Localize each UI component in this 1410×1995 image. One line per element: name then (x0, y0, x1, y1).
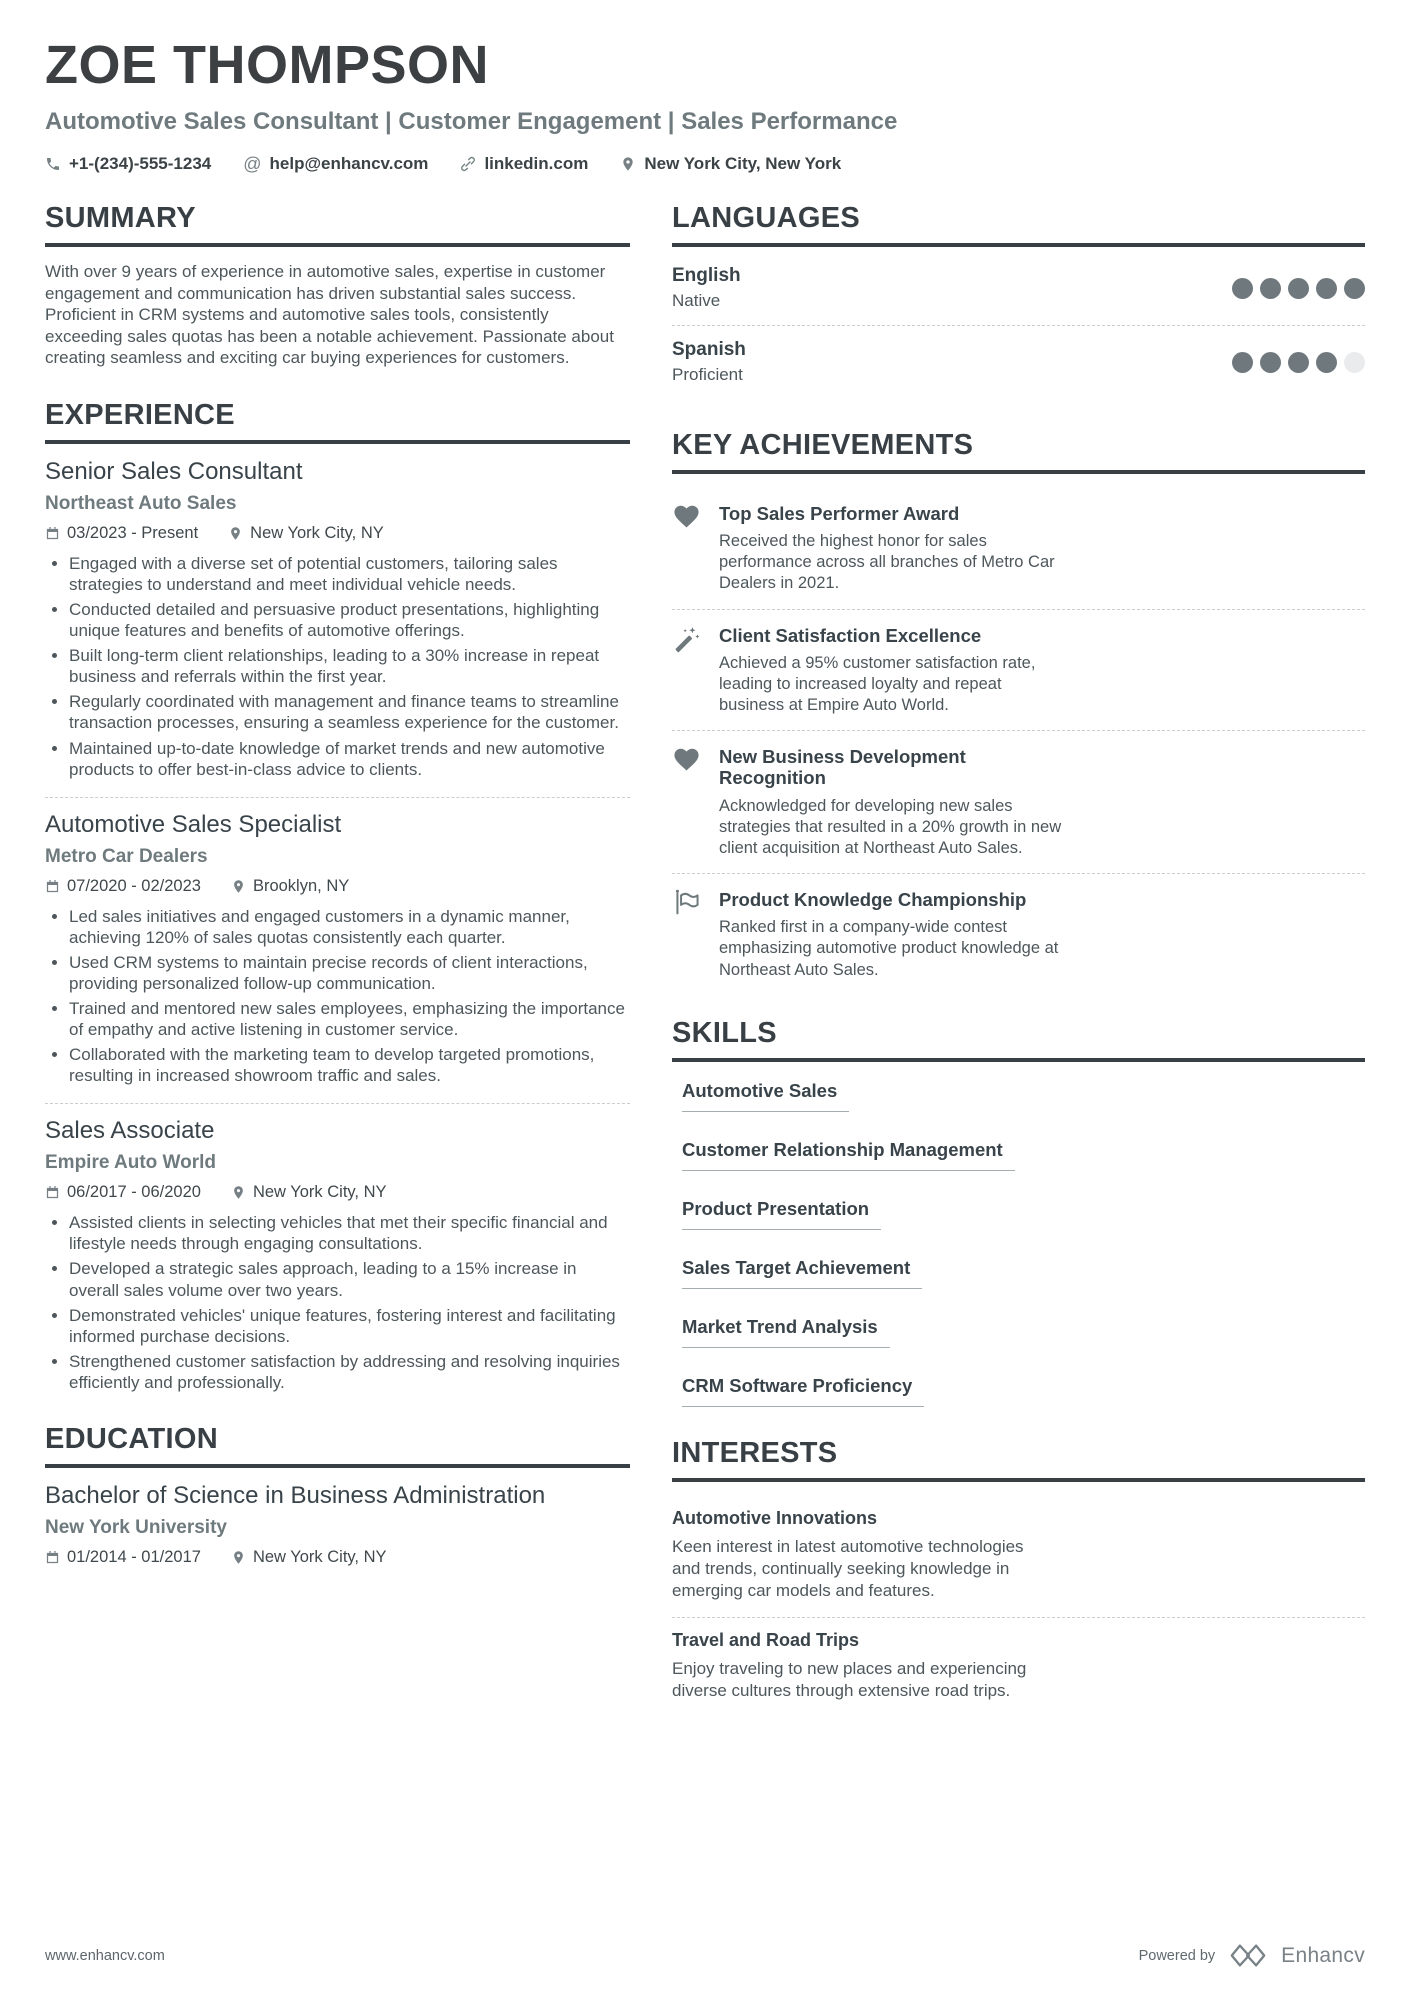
language-name: Spanish (672, 339, 746, 360)
enhancv-brand-text: Enhancv (1281, 1943, 1365, 1967)
skills-list (672, 1076, 1365, 1407)
contact-email[interactable] (243, 154, 428, 174)
language-info (672, 339, 746, 385)
job-bullet: • Collaborated with the marketing team to develop targeted promotions, resulting in increased showroom traffic and sales. (69, 1044, 630, 1086)
location-pin-icon (231, 1185, 246, 1200)
interest-text: Keen interest in latest automotive technologies and trends, continually seeking knowledge in emerging car models and features. (672, 1536, 1024, 1600)
language-row (672, 325, 1365, 399)
job-bullet: • Used CRM systems to maintain precise records of client interactions, providing personalized follow-up communication. (69, 952, 630, 994)
language-level-dots (1232, 352, 1365, 373)
languages-list (672, 261, 1365, 399)
location-pin-icon (231, 879, 246, 894)
interest-item (672, 1496, 1365, 1618)
experience-entry (45, 458, 630, 798)
candidate-name: ZOE THOMPSON (45, 35, 490, 95)
interest-title: Travel and Road Trips (672, 1629, 860, 1650)
language-level-dot (1344, 278, 1365, 299)
interests-section (672, 1437, 1365, 1717)
right-column (672, 202, 1365, 1747)
achievements-heading: KEY ACHIEVEMENTS (672, 429, 1365, 474)
experience-list (45, 458, 630, 1393)
job-bullet: • Led sales initiatives and engaged customers in a dynamic manner, achieving 120% of sales quotas consistently each quarter. (69, 906, 630, 948)
footer-website[interactable]: www.enhancv.com (45, 1947, 165, 1964)
contact-email-value: help@enhancv.com (269, 154, 429, 173)
job-company: Metro Car Dealers (45, 845, 208, 867)
job-bullet: • Maintained up-to-date knowledge of market trends and new automotive products to offer best-in-class advice to clients. (69, 738, 630, 780)
interest-title: Automotive Innovations (672, 1507, 878, 1528)
summary-heading: SUMMARY (45, 202, 630, 247)
achievement-item (672, 874, 1365, 987)
language-level-dot (1288, 352, 1309, 373)
achievements-list (672, 488, 1365, 987)
job-bullets-list (45, 1212, 630, 1393)
location-pin-icon (620, 156, 636, 172)
achievement-text: Received the highest honor for sales performance across all branches of Metro Car Dealers in 2021. (719, 532, 1055, 593)
skills-heading: SKILLS (672, 1017, 1365, 1062)
enhancv-logo-icon (1227, 1942, 1269, 1969)
candidate-title: Automotive Sales Consultant | Customer Engagement | Sales Performance (45, 108, 898, 135)
job-dates-value: 03/2023 - Present (67, 523, 199, 542)
language-level: Proficient (672, 365, 743, 384)
location-pin-icon (231, 1550, 246, 1565)
job-meta (45, 1183, 630, 1202)
achievement-title: Top Sales Performer Award (719, 503, 960, 524)
interests-heading: INTERESTS (672, 1437, 1365, 1482)
job-bullet: • Assisted clients in selecting vehicles that met their specific financial and lifestyle needs through engaging consultations. (69, 1212, 630, 1254)
achievement-body (719, 888, 1064, 981)
calendar-icon (45, 1550, 60, 1565)
language-level-dot (1316, 352, 1337, 373)
skill-item: Market Trend Analysis (682, 1316, 890, 1348)
job-bullet: • Built long-term client relationships, leading to a 30% increase in repeat business and referrals within the first year. (69, 645, 630, 687)
powered-by (1139, 1942, 1365, 1969)
link-icon (460, 156, 476, 172)
achievement-title: Client Satisfaction Excellence (719, 624, 982, 646)
achievement-text: Achieved a 95% customer satisfaction rate, leading to increased loyalty and repeat business at Empire Auto World. (719, 653, 1036, 715)
education-entry (45, 1482, 630, 1567)
job-bullet: • Conducted detailed and persuasive product presentations, highlighting unique features and benefits of automotive offerings. (69, 599, 630, 641)
at-icon: @ (243, 154, 262, 174)
languages-section (672, 202, 1365, 399)
job-dates-value: 07/2020 - 02/2023 (67, 876, 201, 895)
language-level-dot (1260, 278, 1281, 299)
contact-link-value: linkedin.com (484, 154, 589, 173)
contact-phone[interactable] (45, 154, 211, 174)
job-dates-value: 06/2017 - 06/2020 (67, 1183, 201, 1202)
job-bullets-list (45, 553, 630, 780)
job-location (231, 1183, 387, 1202)
job-meta (45, 877, 630, 896)
calendar-icon (45, 526, 60, 541)
languages-heading: LANGUAGES (672, 202, 1365, 247)
achievement-text: Ranked first in a company-wide contest emphasizing automotive product knowledge at Northeast Auto Sales. (719, 918, 1059, 979)
education-meta (45, 1548, 630, 1567)
calendar-icon (45, 879, 60, 894)
achievement-body (719, 745, 1064, 859)
contact-location (620, 154, 841, 174)
skill-item: Sales Target Achievement (682, 1257, 922, 1289)
calendar-icon (45, 1185, 60, 1200)
education-dates-value: 01/2014 - 01/2017 (67, 1547, 201, 1566)
job-bullet: • Trained and mentored new sales employees, emphasizing the importance of empathy and active listening in customer service. (69, 998, 630, 1040)
skill-item: Customer Relationship Management (682, 1139, 1015, 1171)
job-meta (45, 524, 630, 543)
job-location (231, 877, 349, 896)
language-info (672, 265, 741, 311)
skill-item: Automotive Sales (682, 1080, 849, 1112)
phone-icon (45, 156, 61, 172)
skills-section (672, 1017, 1365, 1407)
heart-icon (672, 745, 702, 859)
contact-row (45, 154, 1365, 174)
language-level: Native (672, 291, 721, 310)
resume-body (45, 202, 1365, 1747)
education-degree: Bachelor of Science in Business Administration (45, 1481, 546, 1509)
language-name: English (672, 265, 741, 286)
experience-entry (45, 1117, 630, 1393)
language-level-dot (1316, 278, 1337, 299)
experience-entry (45, 811, 630, 1105)
page-footer (45, 1942, 1365, 1969)
experience-section (45, 399, 630, 1393)
job-bullet: • Regularly coordinated with management and finance teams to streamline transaction processes, ensuring a seamless experience for the customer. (69, 691, 630, 733)
job-location-value: New York City, NY (252, 1183, 387, 1202)
powered-by-label: Powered by (1138, 1947, 1216, 1964)
achievement-body (719, 502, 1064, 595)
wand-icon (672, 624, 702, 717)
interest-item (672, 1618, 1365, 1717)
job-location-value: Brooklyn, NY (252, 876, 350, 895)
education-section (45, 1423, 630, 1567)
job-bullet: • Strengthened customer satisfaction by addressing and resolving inquiries efficiently and professionally. (69, 1351, 630, 1393)
job-dates (45, 1183, 201, 1202)
skill-item: CRM Software Proficiency (682, 1375, 924, 1407)
achievement-item (672, 731, 1365, 874)
education-location-value: New York City, NY (252, 1547, 387, 1566)
heart-icon (672, 502, 702, 595)
job-title: Senior Sales Consultant (45, 457, 303, 485)
achievement-item (672, 610, 1365, 732)
achievement-item (672, 488, 1365, 610)
job-title: Automotive Sales Specialist (45, 810, 342, 838)
language-row (672, 261, 1365, 325)
interest-text: Enjoy traveling to new places and experiencing diverse cultures through extensive road trips. (672, 1658, 1027, 1701)
achievements-section (672, 429, 1365, 987)
resume-header (45, 34, 1365, 174)
job-bullet: • Engaged with a diverse set of potential customers, tailoring sales strategies to understand and meet individual vehicle needs. (69, 553, 630, 595)
language-level-dot (1344, 352, 1365, 373)
job-dates (45, 524, 198, 543)
language-level-dot (1260, 352, 1281, 373)
job-location (228, 524, 384, 543)
contact-phone-value: +1-(234)-555-1234 (69, 154, 212, 173)
education-dates (45, 1548, 201, 1567)
job-location-value: New York City, NY (250, 523, 384, 542)
job-dates (45, 877, 201, 896)
job-company: Empire Auto World (45, 1152, 216, 1174)
job-company: Northeast Auto Sales (45, 492, 237, 514)
achievement-text: Acknowledged for developing new sales strategies that resulted in a 20% growth in new client acquisition at Northeast Auto Sales. (719, 796, 1062, 857)
summary-text: With over 9 years of experience in automotive sales, expertise in customer engagement and communication has driven substantial sales success. Proficient in CRM systems and automotive sales tools, consistently exceeding sales quotas has been a notable achievement. Passionate about creating seamless and exciting car buying experiences for customers. (45, 262, 614, 368)
job-bullet: • Demonstrated vehicles' unique features, fostering interest and facilitating informed purchase decisions. (69, 1305, 630, 1347)
education-school: New York University (45, 1516, 227, 1538)
education-location (231, 1548, 387, 1567)
achievement-body (719, 624, 1064, 717)
location-pin-icon (228, 526, 243, 541)
language-level-dot (1232, 352, 1253, 373)
achievement-title: Product Knowledge Championship (719, 889, 1027, 911)
skill-item: Product Presentation (682, 1198, 881, 1230)
contact-location-value: New York City, New York (644, 154, 842, 173)
job-bullets-list (45, 906, 630, 1087)
left-column (45, 202, 630, 1597)
job-title: Sales Associate (45, 1117, 215, 1145)
experience-heading: EXPERIENCE (45, 399, 630, 444)
language-level-dot (1232, 278, 1253, 299)
language-level-dot (1288, 278, 1309, 299)
job-bullet: • Developed a strategic sales approach, leading to a 15% increase in overall sales volume over two years. (69, 1258, 630, 1300)
language-level-dots (1232, 278, 1365, 299)
contact-link[interactable] (460, 154, 588, 174)
interests-list (672, 1496, 1365, 1717)
achievement-title: New Business Development Recognition (719, 746, 966, 789)
summary-section (45, 202, 630, 369)
flag-icon (672, 888, 702, 981)
education-heading: EDUCATION (45, 1423, 630, 1468)
